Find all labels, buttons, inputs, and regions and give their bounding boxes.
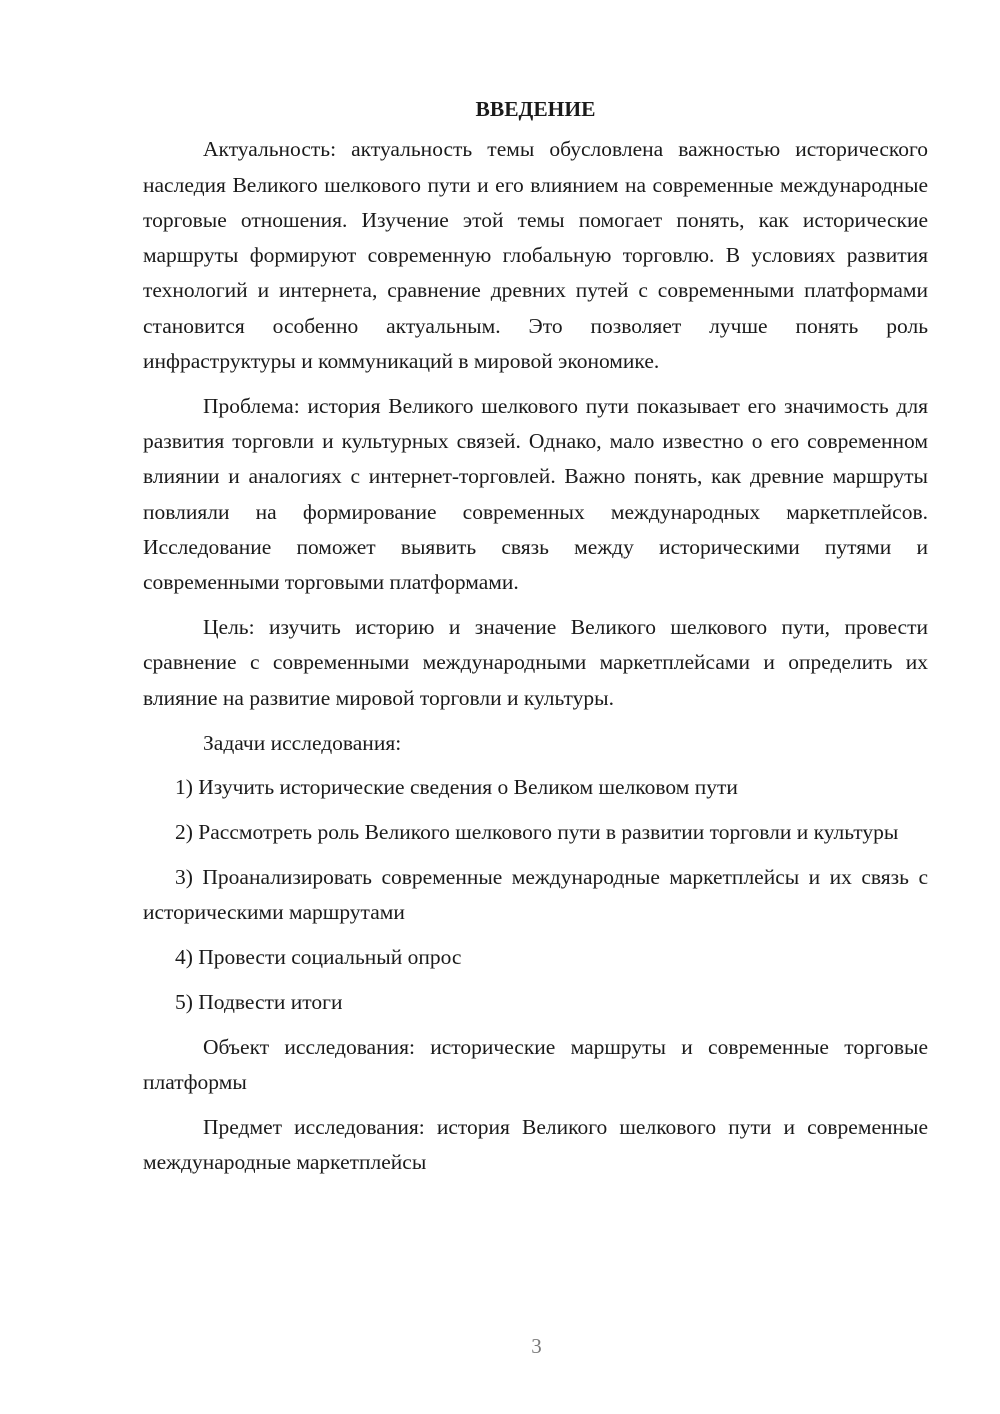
object-paragraph: Объект исследования: исторические маршруты и современные торговые платформы: [143, 1034, 928, 1094]
task-item-3: 3) Проанализировать современные международные маркетплейсы и их связь с историческими маршрутами: [143, 864, 928, 925]
task-item-1: 1) Изучить исторические сведения о Великом шелковом пути: [175, 775, 738, 800]
task-item-4: 4) Провести социальный опрос: [175, 945, 462, 970]
section-heading: ВВЕДЕНИЕ: [475, 97, 596, 121]
page-number: 3: [531, 1334, 542, 1358]
goal-paragraph: Цель: изучить историю и значение Великого шелкового пути, провести сравнение с современными международными маркетплейсами и определить их влияние на развитие мировой торговли и культуры.: [143, 615, 928, 710]
problem-paragraph: Проблема: история Великого шелкового пути показывает его значимость для развития торговли и культурных связей. Однако, мало известно о его современном влиянии и аналогиях с интернет-торговлей. Важно понять, как древние маршруты повлияли на формирование современных международных маркетплейсов. Исследование поможет выявить связь между историческими путями и современными торговыми платформами.: [143, 393, 928, 595]
task-item-2: 2) Рассмотреть роль Великого шелкового пути в развитии торговли и культуры: [175, 820, 899, 845]
subject-paragraph: Предмет исследования: история Великого шелкового пути и современные международные маркетплейсы: [143, 1114, 928, 1175]
tasks-heading: Задачи исследования:: [203, 730, 402, 755]
page-content: [143, 92, 928, 1190]
task-item-5: 5) Подвести итоги: [175, 989, 343, 1014]
relevance-paragraph: Актуальность: актуальность темы обусловлена важностью исторического наследия Великого шелкового пути и его влиянием на современные международные торговые отношения. Изучение этой темы помогает понять, как исторические маршруты формируют современную глобальную торговлю. В условиях развития технологий и интернета, сравнение древних путей с современными платформами становится особенно актуальным. Это позволяет лучше понять роль инфраструктуры и коммуникаций в мировой экономике.: [143, 137, 928, 374]
